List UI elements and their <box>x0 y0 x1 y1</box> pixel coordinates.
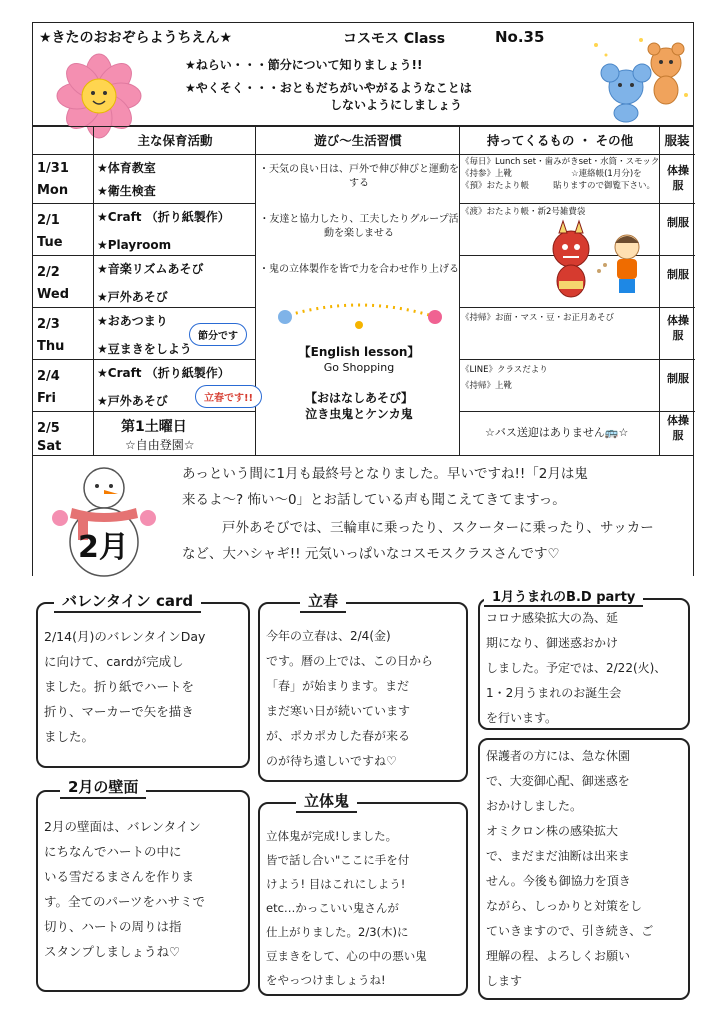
dress-code: 体操服 <box>667 164 689 192</box>
promise-text <box>185 80 472 114</box>
play-item-3: ・鬼の立体製作を皆で力を合わせ作り上げる <box>259 264 459 275</box>
day-dow: Thu <box>37 339 65 354</box>
day-date: 2/4 <box>37 369 60 384</box>
play-item-1: ・天気の良い日は、戸外で伸び伸びと運動をする <box>259 164 459 189</box>
class-name: コスモス Class <box>343 31 446 47</box>
dress-code: 体操服 <box>667 314 689 342</box>
intro-line-1: あっという間に1月も最終号となりました。早いですね!!「2月は鬼 <box>182 466 588 482</box>
dress-code: 体操服 <box>667 414 689 442</box>
items-thu: 《持帰》お面・マス・豆・お正月あそび <box>461 313 615 323</box>
day-dow: Tue <box>37 235 63 250</box>
oni-and-child-icon <box>543 219 655 305</box>
day-date: 2/3 <box>37 317 60 332</box>
day-date: 2/2 <box>37 265 60 280</box>
play-item-2: ・友達と協力したり、工夫したりグループ活動を楽しませる <box>259 214 459 239</box>
school-name: ★きたのおおぞらようちえん★ <box>39 30 233 46</box>
wall-text: 2月の壁面は、バレンタイン にちなんでハートの中に いる雪だるまさんを作りま す。全てのパーツをハサミで 切り、ハートの周りは指 スタンプしましょうね♡ <box>44 819 206 959</box>
intro-line-3: 戸外あそびでは、三輪車に乗ったり、スクーターに乗ったり、サッカー <box>222 520 654 536</box>
items-note-2: 貼りますので御覧下さい。 <box>553 181 656 191</box>
valentine-title: バレンタイン card <box>54 590 201 613</box>
day-date: 1/31 <box>37 161 69 176</box>
day-date: 2/5 <box>37 421 60 436</box>
story-play-title: 【おはなしあそび】 <box>304 391 413 405</box>
month-badge: 2月 <box>78 530 129 565</box>
activity-2: ☆自由登園☆ <box>125 438 195 452</box>
activity-2: ★戸外あそび <box>97 290 168 304</box>
day-dow: Sat <box>37 439 62 454</box>
header-activity: 主な保育活動 <box>137 133 213 148</box>
bubble-setsubun: 節分です <box>189 323 247 346</box>
items-fri-line: 《LINE》クラスだより <box>461 365 548 375</box>
intro-line-4: など、大ハシャギ!! 元気いっぱいなコスモスクラスさんです♡ <box>182 546 560 562</box>
dress-code: 制服 <box>667 216 689 229</box>
oni-garland-icon <box>269 295 449 341</box>
dress-code: 制服 <box>667 372 689 385</box>
items-deposit: 《預》おたより帳 <box>461 181 530 191</box>
newsletter-header <box>32 22 694 126</box>
header-items: 持ってくるもの ・ その他 <box>486 133 634 148</box>
aim-text: ★ねらい・・・節分について知りましょう!! <box>185 58 423 72</box>
items-fri-shoes: 《持帰》上靴 <box>461 381 513 391</box>
wall-title: 2月の壁面 <box>60 776 146 799</box>
animals-icon <box>581 35 691 123</box>
story-play-subtitle: 泣き虫鬼とケンカ鬼 <box>305 407 413 421</box>
items-sat: ☆バス送迎はありません🚌☆ <box>485 426 629 439</box>
risshun-text: 今年の立春は、2/4(金) です。暦の上では、この日から 「春」が始まります。まだ まだ寒い日が続いています が、ポカポカした春が来る のが待ち遠しいですね♡ <box>266 629 434 768</box>
valentine-text: 2/14(月)のバレンタインDay に向けて、cardが完成し ました。折り紙でハートを 折り、マーカーで矢を描き ました。 <box>44 629 206 744</box>
day-dow: Wed <box>37 287 69 302</box>
day-dow: Fri <box>37 391 56 406</box>
activity-2: ★豆まきをしよう <box>97 342 192 356</box>
header-dress: 服装 <box>664 133 690 148</box>
activity-1: ★おあつまり <box>97 314 168 328</box>
header-play: 遊び～生活習慣 <box>314 133 402 148</box>
dress-code: 制服 <box>667 268 689 281</box>
activity-2: ★衛生検査 <box>97 184 156 198</box>
oni-title: 立体鬼 <box>296 790 357 813</box>
birthday-text: コロナ感染拡大の為、延 期になり、御迷惑おかけ しました。予定では、2/22(火)、 1・2月うまれのお誕生会 を行います。 <box>486 611 667 725</box>
bubble-risshun: 立春です!! <box>195 385 262 408</box>
english-lesson-subtitle: Go Shopping <box>323 361 395 374</box>
birthday-title: 1月うまれのB.D party <box>484 586 643 607</box>
activity-1: ★音楽リズムあそび <box>97 262 204 276</box>
day-dow: Mon <box>37 183 69 198</box>
activity-1: ★Craft （折り紙製作） <box>97 366 230 380</box>
notice-text: 保護者の方には、急な休園 で、大変御心配、御迷惑を おかけしました。 オミクロン株の感染拡大 で、まだまだ油断は出来ま せん。今後も御協力を頂き ながら、しっかりと対策をし ていきますので、引き続き、ご 理解の程、よろしくお願い します <box>486 749 654 988</box>
oni-text: 立体鬼が完成!しました。 皆で話し合い"ここに手を付 けよう! 目はこれにしよう! etc…かっこいい鬼さんが 仕上がりました。2/3(木)に 豆まきをして、心の中の悪い鬼 をやっつけましょうね! <box>266 829 427 987</box>
intro-frame <box>32 456 694 576</box>
items-daily: 《毎日》Lunch set・歯みがきset・水筒・スモック <box>461 157 660 167</box>
weekly-schedule-table <box>32 126 694 456</box>
activity-2: ★Playroom <box>97 238 172 252</box>
intro-line-2: 来るよ～? 怖い～0」とお話している声も聞こえてきてますっ。 <box>182 492 566 508</box>
activity-1: ★Craft （折り紙製作） <box>97 210 230 224</box>
activity-1: ★体育教室 <box>97 161 156 175</box>
promise-line-2: しないようにしましょう <box>330 98 463 112</box>
promise-line-1: ★やくそく・・・おともだちがいやがるようなことは <box>185 81 472 95</box>
items-bring: 《持参》上靴 <box>461 169 513 179</box>
risshun-title: 立春 <box>300 590 346 613</box>
activity-2: ★戸外あそび <box>97 394 168 408</box>
english-lesson-title: 【English lesson】 <box>298 345 420 359</box>
items-tue: 《渡》おたより帳・新2号雑費袋 <box>461 207 586 217</box>
issue-number: No.35 <box>495 28 545 46</box>
day-date: 2/1 <box>37 213 60 228</box>
activity-1: 第1土曜日 <box>121 419 187 435</box>
items-note-1: ☆連絡帳(1月分)を <box>571 169 642 179</box>
